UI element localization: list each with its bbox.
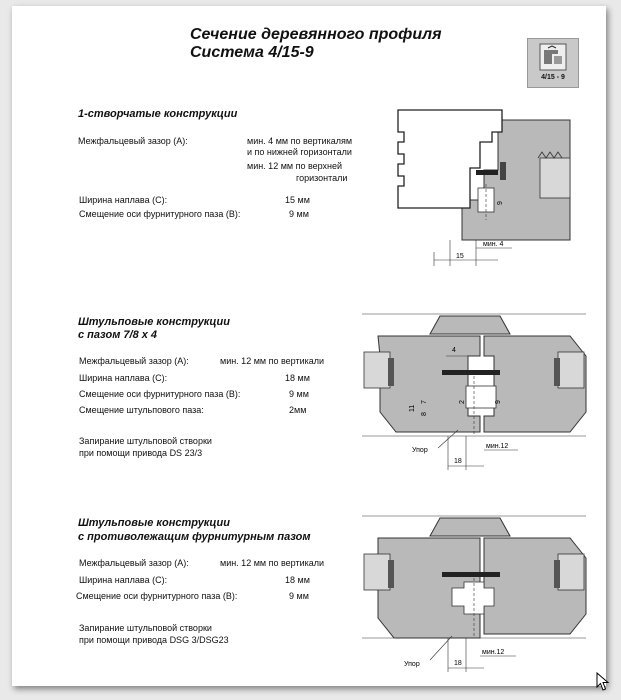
title-line-2: Система 4/15-9 <box>190 44 314 61</box>
svg-text:9: 9 <box>495 400 502 404</box>
s1-offset-label: Смещение оси фурнитурного паза (В): <box>79 209 241 219</box>
page-title <box>190 26 441 62</box>
section3-drawing <box>360 508 588 672</box>
s2-overlap-label: Ширина наплава (С): <box>79 373 168 383</box>
profile-section-icon <box>538 42 568 72</box>
s3-offset-value: 9 мм <box>289 591 309 601</box>
svg-text:4: 4 <box>452 347 456 354</box>
s2-note-line1: Запирание штульповой створки <box>79 436 212 446</box>
s1-overlap-label: Ширина наплава (С): <box>79 195 168 205</box>
s2-offset-value: 9 мм <box>289 389 309 399</box>
svg-text:мин.12: мин.12 <box>486 443 509 450</box>
section2-heading-line1: Штульповые конструкции <box>78 316 230 328</box>
system-badge <box>527 38 579 88</box>
svg-text:Упор: Упор <box>412 447 428 454</box>
s2-shtulp-label: Смещение штульпового паза: <box>79 405 204 415</box>
svg-text:7: 7 <box>421 400 428 404</box>
s2-gap-label: Межфальцевый зазор (А): <box>79 356 189 366</box>
svg-text:мин. 4: мин. 4 <box>483 241 504 248</box>
svg-text:18: 18 <box>454 458 462 465</box>
badge-code: 4/15 - 9 <box>541 74 565 81</box>
svg-text:мин.12: мин.12 <box>482 649 505 656</box>
svg-text:2: 2 <box>459 400 466 404</box>
s3-overlap-label: Ширина наплава (С): <box>79 575 168 585</box>
s3-overlap-value: 18 мм <box>285 575 310 585</box>
s3-note-line1: Запирание штульповой створки <box>79 623 212 633</box>
s3-offset-label: Смещение оси фурнитурного паза (В): <box>76 591 238 601</box>
section3-heading-line1: Штульповые конструкции <box>78 517 230 529</box>
svg-text:9: 9 <box>497 201 504 205</box>
section1-drawing <box>388 100 580 270</box>
svg-text:11: 11 <box>409 404 416 412</box>
s3-gap-value: мин. 12 мм по вертикали <box>220 558 325 568</box>
s2-note-line2: при помощи привода DS 23/3 <box>79 448 203 458</box>
s2-gap-value: мин. 12 мм по вертикали <box>220 356 325 366</box>
s1-offset-value: 9 мм <box>289 209 309 219</box>
section2-drawing <box>360 306 588 470</box>
s1-gap-value1-line1: мин. 4 мм по вертикалям <box>247 136 353 146</box>
svg-text:8: 8 <box>421 412 428 416</box>
s3-note-line2: при помощи привода DSG 3/DSG23 <box>79 635 229 645</box>
s1-overlap-value: 15 мм <box>285 195 310 205</box>
svg-text:15: 15 <box>456 253 464 260</box>
section3-heading-line2: с противолежащим фурнитурным пазом <box>78 531 311 543</box>
mouse-cursor-icon <box>596 672 610 692</box>
s1-gap-value2-line1: мин. 12 мм по верхней <box>247 161 343 171</box>
s3-gap-label: Межфальцевый зазор (А): <box>79 558 189 568</box>
s1-gap-label: Межфальцевый зазор (А): <box>78 136 188 146</box>
svg-text:Упор: Упор <box>404 661 420 668</box>
s2-overlap-value: 18 мм <box>285 373 310 383</box>
section2-heading-line2: с пазом 7/8 x 4 <box>78 329 158 341</box>
title-line-1: Сечение деревянного профиля <box>190 26 442 43</box>
s2-shtulp-value: 2мм <box>289 405 307 415</box>
svg-text:18: 18 <box>454 660 462 667</box>
s2-offset-label: Смещение оси фурнитурного паза (В): <box>79 389 241 399</box>
section1-heading: 1-створчатые конструкции <box>78 108 238 120</box>
s1-gap-value2-line2: горизонтали <box>296 173 348 183</box>
s1-gap-value1-line2: и по нижней горизонтали <box>247 147 352 157</box>
